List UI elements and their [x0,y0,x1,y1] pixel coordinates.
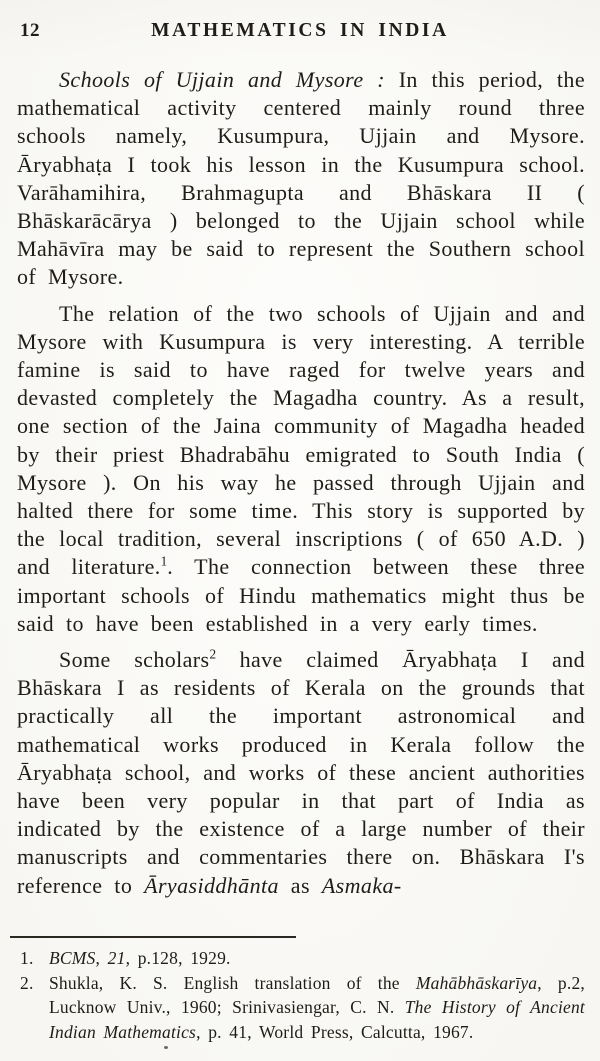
footnote-text [49,946,585,971]
body-text [17,66,585,908]
text-run: as [278,872,322,898]
text-run: Some scholars [59,647,210,673]
italic-text-run: Schools of Ujjain and Mysore : [59,67,399,92]
italic-text-run: Asmaka- [321,872,402,898]
page-number: 12 [20,20,40,41]
italic-text-run: 21 [107,948,126,968]
paragraph [17,66,585,292]
text-run: The relation of the two schools of Ujjain and and Mysore with Kusumpura is very interesting. A terrible famine is said to have raged for twelve years and devasted completely the Magadha country. As a result, one section of the Jaina community of Magadha headed by their priest Bhadrabāhu emigrated to South India ( Mysore ). On his way he passed through Ujjain and halted there for some time. This story is supported by the local tradition, several inscriptions ( of 650 A.D. ) and literature. [17,300,585,580]
footnote-number: 2. [20,972,34,993]
paragraph [17,300,585,638]
footnote-separator-rule [10,936,296,938]
text-run: , p.128, 1929. [125,948,231,968]
text-run: , p. 41, World Press, Calcutta, 1967. [196,1021,474,1042]
footnote-number: 1. [20,948,34,968]
italic-text-run: BCMS [49,948,96,968]
footnote-item [20,946,585,971]
text-run: have claimed Āryabhaṭa I and Bhāskara I as residents of Kerala on the grounds that practically all the important astronomical and mathematical works produced in Kerala follow the Āryabhaṭa school, and works of these ancient authorities have been very popular in that part of India as indicated by the existence of a large number of their manuscripts and commentaries there on. Bhāskara I's reference to [17,647,585,898]
paragraph [17,646,585,900]
text-run: In this period, the mathematical activity centered mainly round three schools namely, Kusumpura, Ujjain and Mysore. Āryabhaṭa I took his lesson in the Kusumpura school. Varāhamihira, Brahmagupta and Bhāskara II ( Bhāskarācārya ) belonged to the Ujjain school while Mahāvīra may be said to represent the Southern school of Mysore. [17,67,585,290]
footnote-text [49,971,585,1045]
footnote-marker: 1 [160,554,168,570]
text-run: Shukla, K. S. English translation of the [49,972,416,993]
italic-text-run: Mahābhāskarīya [415,972,538,993]
footnote-item [20,971,585,1045]
footnotes-section [20,946,585,1044]
text-run: , [95,948,108,968]
page-header [0,20,600,46]
running-title: MATHEMATICS IN INDIA [151,20,449,41]
italic-text-run: Āryasiddhānta [144,872,279,898]
scan-speck [164,1046,168,1049]
italic-text-run: The History of Ancient Indian Mathematics [49,997,585,1042]
footnote-marker: 2 [209,646,217,662]
text-run: , p.2, Lucknow Univ., 1960; Srinivasiengar, C. N. [49,972,585,1018]
text-run: . The connection between these three important schools of Hindu mathematics might thus be said to have been established in a very early times. [17,554,585,636]
